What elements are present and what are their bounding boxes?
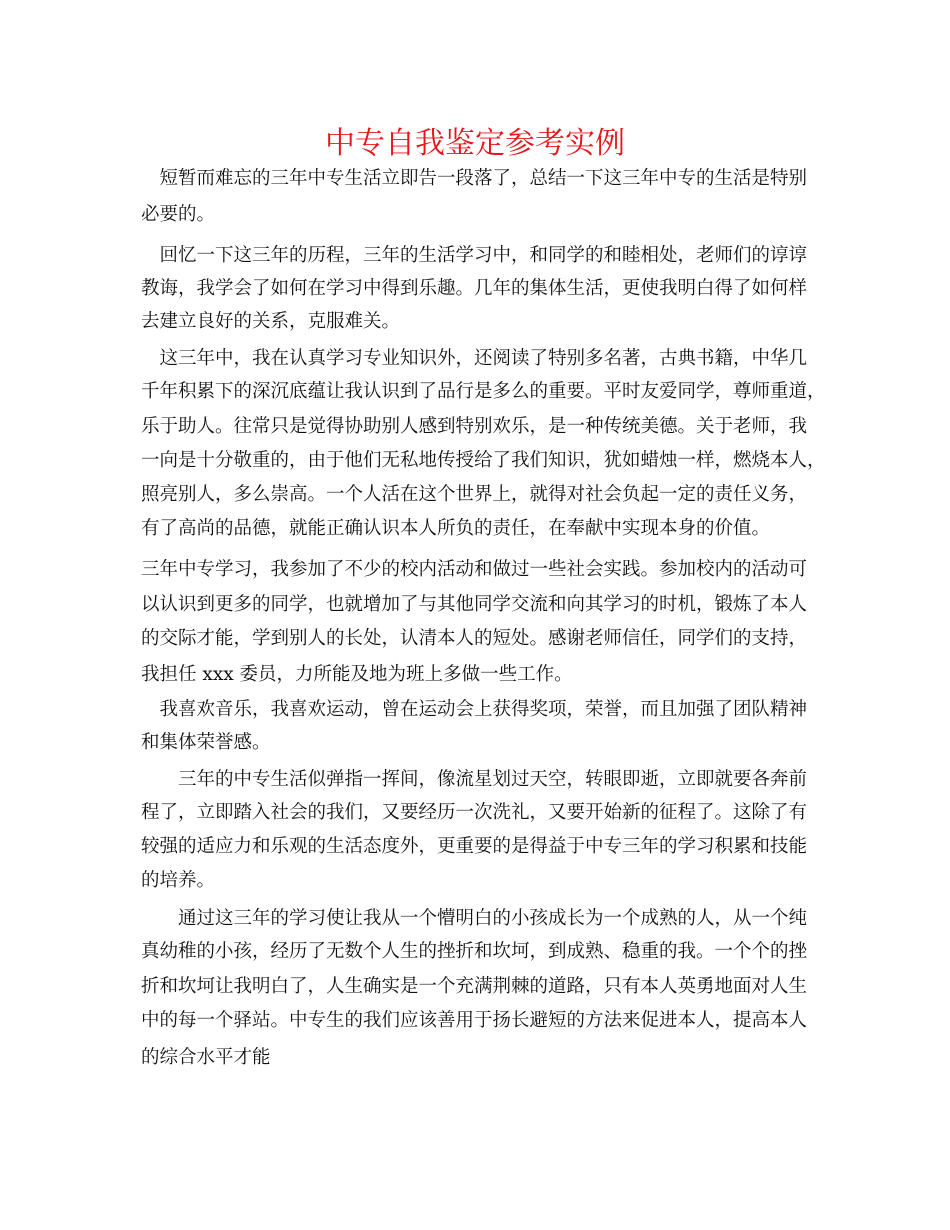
paragraph-line: 这三年中，我在认真学习专业知识外，还阅读了特别多名著，古典书籍，中华几 xyxy=(141,348,808,369)
paragraph-line: 较强的适应力和乐观的生活态度外，更重要的是得益于中专三年的学习积累和技能 xyxy=(141,836,808,857)
paragraph-line: 以认识到更多的同学，也就增加了与其他同学交流和向其学习的时机，锻炼了本人 xyxy=(141,594,808,615)
paragraph-line: 的培养。 xyxy=(141,870,216,891)
paragraph-line: 中的每一个驿站。中专生的我们应该善用于扬长避短的方法来促进本人，提高本人 xyxy=(141,1010,808,1031)
paragraph-line: 我担任 xxx 委员，力所能及地为班上多做一些工作。 xyxy=(141,664,573,685)
paragraph-line: 照亮别人，多么崇高。一个人活在这个世界上，就得对社会负起一定的责任义务， xyxy=(141,484,808,505)
paragraph-line: 三年中专学习，我参加了不少的校内活动和做过一些社会实践。参加校内的活动可 xyxy=(141,559,808,580)
paragraph-line: 一向是十分敬重的，由于他们无私地传授给了我们知识，犹如蜡烛一样，燃烧本人， xyxy=(141,450,826,471)
paragraph-line: 折和坎坷让我明白了，人生确实是一个充满荆棘的道路，只有本人英勇地面对人生 xyxy=(141,976,808,997)
paragraph-line: 去建立良好的关系，克服难关。 xyxy=(141,311,401,332)
paragraph-line: 和集体荣誉感。 xyxy=(141,732,271,753)
paragraph-line: 真幼稚的小孩，经历了无数个人生的挫折和坎坷，到成熟、稳重的我。一个个的挫 xyxy=(141,941,808,962)
paragraph-line: 短暂而难忘的三年中专生活立即告一段落了，总结一下这三年中专的生活是特别 xyxy=(141,168,808,189)
paragraph-line: 程了，立即踏入社会的我们，又要经历一次洗礼，又要开始新的征程了。这除了有 xyxy=(141,802,808,823)
paragraph-line: 通过这三年的学习使让我从一个懵明白的小孩成长为一个成熟的人，从一个纯 xyxy=(141,908,808,929)
paragraph-line: 的综合水平才能 xyxy=(141,1047,271,1068)
paragraph-line: 有了高尚的品德，就能正确认识本人所负的责任，在奉献中实现本身的价值。 xyxy=(141,518,771,539)
paragraph-line: 千年积累下的深沉底蕴让我认识到了品行是多么的重要。平时友爱同学，尊师重道， xyxy=(141,381,826,402)
paragraph-line: 乐于助人。往常只是觉得协助别人感到特别欢乐，是一种传统美德。关于老师，我 xyxy=(141,416,808,437)
paragraph-line: 我喜欢音乐，我喜欢运动，曾在运动会上获得奖项，荣誉，而且加强了团队精神 xyxy=(141,699,808,720)
paragraph-line: 教诲，我学会了如何在学习中得到乐趣。几年的集体生活，更使我明白得了如何样 xyxy=(141,278,808,299)
paragraph-line: 回忆一下这三年的历程，三年的生活学习中，和同学的和睦相处，老师们的谆谆 xyxy=(141,245,808,266)
paragraph-line: 三年的中专生活似弹指一挥间，像流星划过天空，转眼即逝，立即就要各奔前 xyxy=(141,769,808,790)
paragraph-line: 必要的。 xyxy=(141,204,216,225)
paragraph-line: 的交际才能，学到别人的长处，认清本人的短处。感谢老师信任，同学们的支持， xyxy=(141,628,808,649)
document-title: 中专自我鉴定参考实例 xyxy=(325,126,625,161)
